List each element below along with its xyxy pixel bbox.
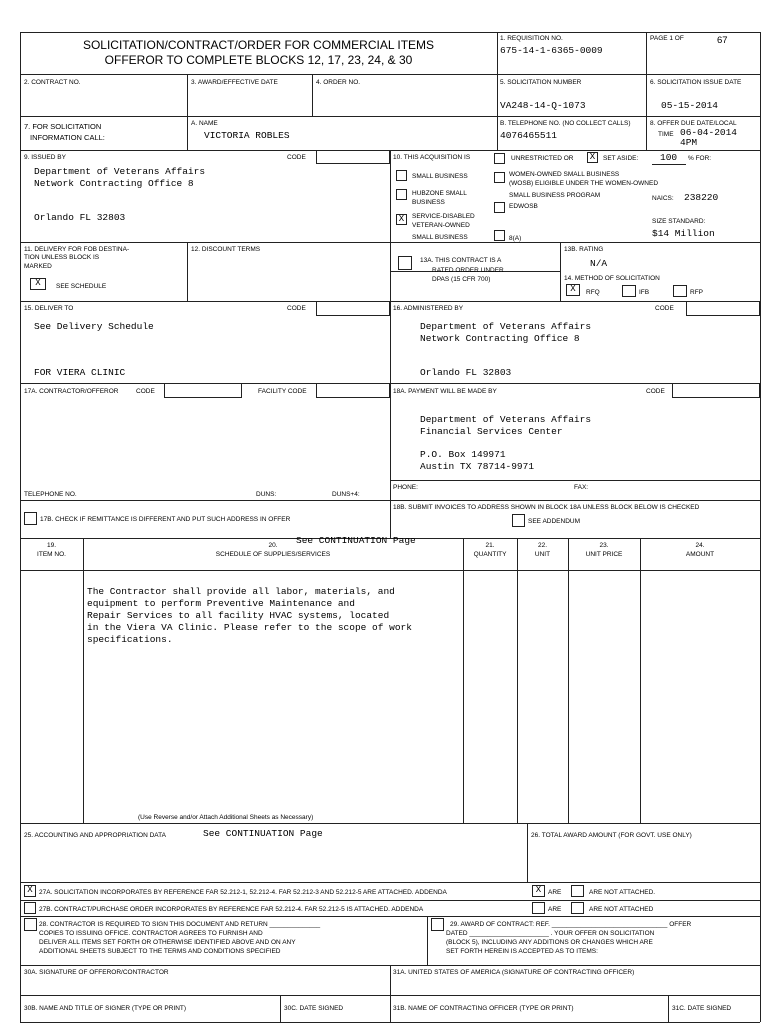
deliver-to-line-2: FOR VIERA CLINIC [34, 367, 126, 378]
name-label: A. NAME [191, 120, 218, 127]
issued-by-code-label: CODE [287, 154, 306, 161]
col-schedule-header: SCHEDULE OF SUPPLIES/SERVICES [215, 551, 331, 558]
officer-date-label: 31C. DATE SIGNED [672, 1005, 732, 1012]
offer-due-time[interactable]: 4PM [680, 137, 698, 148]
wosb-label-1: WOMEN-OWNED SMALL BUSINESS [509, 171, 620, 178]
27b-are-not-checkbox[interactable] [571, 902, 584, 914]
ifb-checkbox[interactable] [622, 285, 636, 297]
deliver-to-code-label: CODE [287, 305, 306, 312]
remittance-label: 17B. CHECK IF REMITTANCE IS DIFFERENT AND PUT SUCH ADDRESS IN OFFER [40, 516, 291, 523]
col-amount-num: 24. [695, 542, 705, 549]
see-schedule-label: SEE SCHEDULE [56, 283, 107, 290]
wosb-label-3: SMALL BUSINESS PROGRAM [509, 192, 601, 199]
col-unit-num: 22. [537, 542, 548, 549]
administered-line-3: Orlando FL 32803 [420, 367, 512, 378]
administered-code-label: CODE [655, 305, 674, 312]
28-line-2: COPIES TO ISSUING OFFICE. CONTRACTOR AGREES TO FURNISH AND [39, 930, 263, 937]
deliver-to-label: 15. DELIVER TO [24, 305, 74, 312]
sdvosb-label-1: SERVICE-DISABLED [412, 213, 475, 220]
hubzone-label-2: BUSINESS [412, 199, 445, 206]
col-item-header: ITEM NO. [37, 551, 66, 558]
form-title-line-1: SOLICITATION/CONTRACT/ORDER FOR COMMERCIAL ITEMS [82, 38, 435, 52]
schedule-continuation-note: See CONTINUATION Page [296, 535, 416, 546]
contract-no-label: 2. CONTRACT NO. [24, 79, 81, 86]
27a-are-not-label: ARE NOT ATTACHED. [589, 889, 656, 896]
offer-due-date[interactable]: 06-04-2014 [680, 127, 738, 138]
page-label: PAGE 1 OF [650, 35, 684, 42]
27a-checkbox[interactable]: X [24, 885, 36, 897]
wosb-label-2: (WOSB) ELIGIBLE UNDER THE WOMEN-OWNED [509, 180, 659, 187]
solicitation-date-label: 6. SOLICITATION ISSUE DATE [650, 79, 742, 86]
administered-line-2: Network Contracting Office 8 [420, 333, 580, 344]
unrestricted-label: UNRESTRICTED OR [511, 155, 574, 162]
method-label: 14. METHOD OF SOLICITATION [564, 275, 660, 282]
29-checkbox[interactable] [431, 918, 444, 931]
contracting-officer-name-label: 31B. NAME OF CONTRACTING OFFICER (TYPE OR PRINT) [393, 1005, 574, 1012]
eight-a-label: 8(A) [509, 235, 522, 242]
sdvosb-checkbox[interactable]: X [396, 214, 407, 225]
sdvosb-label-3: SMALL BUSINESS [412, 234, 468, 241]
percent-for-label: % FOR: [688, 155, 712, 162]
hubzone-label-1: HUBZONE SMALL [412, 190, 467, 197]
solicitation-number[interactable]: VA248-14-Q-1073 [500, 100, 586, 111]
issued-by-line-2: Network Contracting Office 8 [34, 178, 194, 189]
27b-checkbox[interactable] [24, 902, 36, 914]
payment-phone-label: PHONE: [393, 484, 418, 491]
col-amount-header: AMOUNT [685, 551, 715, 558]
solicitation-number-label: 5. SOLICITATION NUMBER [500, 79, 582, 86]
rfp-checkbox[interactable] [673, 285, 687, 297]
acquisition-label: 10. THIS ACQUISITION IS [393, 154, 471, 161]
facility-code-field[interactable] [316, 383, 390, 398]
unrestricted-checkbox[interactable] [494, 153, 505, 164]
payment-code-label: CODE [646, 388, 665, 395]
addendum-checkbox[interactable] [512, 514, 525, 527]
naics-code[interactable]: 238220 [684, 192, 719, 203]
29-line-1: 29. AWARD OF CONTRACT: REF. ________________________________ OFFER [450, 921, 692, 928]
signer-name-label: 30B. NAME AND TITLE OF SIGNER (TYPE OR PRINT) [24, 1005, 187, 1012]
total-award-label: 26. TOTAL AWARD AMOUNT (FOR GOVT. USE ONLY) [531, 832, 692, 839]
small-business-checkbox[interactable] [396, 170, 407, 181]
issued-by-label: 9. ISSUED BY [24, 154, 66, 161]
requisition-label: 1. REQUISITION NO. [500, 35, 563, 42]
info-label-2: INFORMATION CALL: [30, 133, 105, 142]
29-line-3: (BLOCK 5), INCLUDING ANY ADDITIONS OR CHANGES WHICH ARE [446, 939, 653, 946]
payment-code-field[interactable] [672, 383, 760, 398]
contractor-telephone-label: TELEPHONE NO. [24, 491, 77, 498]
28-line-3: DELIVER ALL ITEMS SET FORTH OR OTHERWISE IDENTIFIED ABOVE AND ON ANY [39, 939, 296, 946]
delivery-label-3: MARKED [24, 263, 52, 270]
deliver-to-line-1: See Delivery Schedule [34, 321, 154, 332]
issued-by-line-1: Department of Veterans Affairs [34, 166, 206, 177]
duns-label: DUNS: [256, 491, 277, 498]
size-standard-label: SIZE STANDARD: [652, 218, 706, 225]
28-checkbox[interactable] [24, 918, 37, 931]
col-quantity-header: QUANTITY [473, 551, 507, 558]
discount-terms-label: 12. DISCOUNT TERMS [191, 246, 261, 253]
see-schedule-checkbox[interactable]: X [30, 278, 46, 290]
offeror-signature-label: 30A. SIGNATURE OF OFFEROR/CONTRACTOR [24, 969, 169, 976]
hubzone-checkbox[interactable] [396, 189, 407, 200]
rfq-checkbox[interactable]: X [566, 284, 580, 296]
delivery-label-1: 11. DELIVERY FOR FOB DESTINA- [24, 246, 130, 253]
payment-line-2: Financial Services Center [420, 426, 563, 437]
contractor-code-label: CODE [136, 388, 155, 395]
contractor-code-field[interactable] [164, 383, 242, 398]
issued-by-code-field[interactable] [316, 150, 390, 164]
contracting-officer-signature-label: 31A. UNITED STATES OF AMERICA (SIGNATURE OF CONTRACTING OFFICER) [393, 969, 635, 976]
administered-code-field[interactable] [686, 301, 760, 316]
col-item-num: 19. [46, 542, 57, 549]
set-aside-checkbox[interactable]: X [587, 152, 598, 163]
27b-label: 27B. CONTRACT/PURCHASE ORDER INCORPORATES BY REFERENCE FAR 52.212-4. FAR 52.212-5 IS ATTACHED. ADDENDA [39, 906, 424, 913]
payment-line-3: P.O. Box 149971 [420, 449, 506, 460]
27a-are-not-checkbox[interactable] [571, 885, 584, 897]
accounting-label: 25. ACCOUNTING AND APPROPRIATION DATA [24, 832, 166, 839]
form-title-line-2: OFFEROR TO COMPLETE BLOCKS 12, 17, 23, 24, & 30 [104, 53, 413, 67]
payment-label: 18A. PAYMENT WILL BE MADE BY [393, 388, 497, 395]
payment-line-1: Department of Veterans Affairs [420, 414, 592, 425]
deliver-to-code-field[interactable] [316, 301, 390, 316]
dpas-label-3: DPAS (15 CFR 700) [432, 276, 491, 283]
dpas-label-1: 13A. THIS CONTRACT IS A [420, 257, 502, 264]
page-total: 67 [717, 35, 728, 46]
eight-a-checkbox[interactable] [494, 230, 505, 241]
dpas-label-2: RATED ORDER UNDER [432, 267, 504, 274]
rfp-label: RFP [690, 289, 703, 296]
schedule-footnote: (Use Reverse and/or Attach Additional Sheets as Necessary) [138, 814, 314, 821]
ifb-label: IFB [639, 289, 650, 296]
telephone-label: B. TELEPHONE NO. (NO COLLECT CALLS) [500, 120, 631, 127]
offeror-date-label: 30C. DATE SIGNED [284, 1005, 344, 1012]
28-line-1: 28. CONTRACTOR IS REQUIRED TO SIGN THIS DOCUMENT AND RETURN ______________ [39, 921, 321, 928]
27b-are-not-label: ARE NOT ATTACHED [589, 906, 654, 913]
wosb-checkbox[interactable] [494, 172, 505, 183]
issued-by-line-3: Orlando FL 32803 [34, 212, 126, 223]
col-unit-price-num: 23. [599, 542, 609, 549]
col-quantity-num: 21. [485, 542, 495, 549]
administered-by-label: 16. ADMINISTERED BY [393, 305, 464, 312]
sdvosb-label-2: VETERAN-OWNED [412, 222, 470, 229]
rfq-label: RFQ [586, 289, 600, 296]
dpas-checkbox[interactable] [398, 256, 412, 270]
schedule-description: The Contractor shall provide all labor, materials, and equipment to perform Preventive Maintenance and Repair Services to all facility HVAC systems, located in the Viera VA Clinic. Please refer to the scope of work specifications. [87, 586, 412, 645]
duns4-label: DUNS+4: [332, 491, 360, 498]
29-line-2: DATED ______________________ . YOUR OFFER ON SOLICITATION [446, 930, 655, 937]
payment-line-4: Austin TX 78714-9971 [420, 461, 535, 472]
rating-label: 13B. RATING [564, 246, 604, 253]
set-aside-percent[interactable]: 100 [660, 152, 678, 163]
edwosb-label: EDWOSB [509, 203, 538, 210]
col-unit-price-header: UNIT PRICE [585, 551, 623, 558]
payment-fax-label: FAX: [574, 484, 589, 491]
accounting-value: See CONTINUATION Page [203, 828, 323, 839]
delivery-label-2: TION UNLESS BLOCK IS [24, 254, 100, 261]
small-business-label: SMALL BUSINESS [412, 173, 468, 180]
col-schedule-num: 20. [268, 542, 278, 549]
info-label-1: 7. FOR SOLICITATION [24, 122, 102, 131]
requisition-number[interactable]: 675-14-1-6365-0009 [500, 45, 603, 56]
award-date-label: 3. AWARD/EFFECTIVE DATE [191, 79, 278, 86]
offer-due-label: 8. OFFER DUE DATE/LOCAL [650, 120, 737, 127]
27b-are-checkbox[interactable] [532, 902, 545, 914]
addendum-label: SEE ADDENDUM [528, 518, 581, 525]
27a-are-label: ARE [548, 889, 562, 896]
28-line-4: ADDITIONAL SHEETS SUBJECT TO THE TERMS AND CONDITIONS SPECIFIED [39, 948, 281, 955]
naics-label: NAICS: [652, 195, 674, 202]
contact-name[interactable]: VICTORIA ROBLES [204, 130, 290, 141]
contractor-label: 17A. CONTRACTOR/OFFEROR [24, 388, 119, 395]
administered-line-1: Department of Veterans Affairs [420, 321, 592, 332]
rating-value[interactable]: N/A [590, 258, 608, 269]
order-no-label: 4. ORDER NO. [316, 79, 361, 86]
col-unit-header: UNIT [534, 551, 551, 558]
facility-code-label: FACILITY CODE [258, 388, 307, 395]
27b-are-label: ARE [548, 906, 562, 913]
time-label: TIME [658, 131, 674, 138]
remittance-checkbox[interactable] [24, 512, 37, 525]
29-line-4: SET FORTH HEREIN IS ACCEPTED AS TO ITEMS: [446, 948, 598, 955]
solicitation-date[interactable]: 05-15-2014 [661, 100, 719, 111]
27a-label: 27A. SOLICITATION INCORPORATES BY REFERENCE FAR 52.212-1, 52.212-4. FAR 52.212-3 AND 52.212-5 ARE ATTACHED. ADDENDA [39, 889, 447, 896]
telephone-number[interactable]: 4076465511 [500, 130, 558, 141]
set-aside-label: SET ASIDE: [603, 155, 639, 162]
edwosb-checkbox[interactable] [494, 202, 505, 213]
size-standard-value[interactable]: $14 Million [652, 228, 715, 239]
27a-are-checkbox[interactable]: X [532, 885, 545, 897]
invoice-label: 18B. SUBMIT INVOICES TO ADDRESS SHOWN IN BLOCK 18A UNLESS BLOCK BELOW IS CHECKED [393, 504, 700, 511]
